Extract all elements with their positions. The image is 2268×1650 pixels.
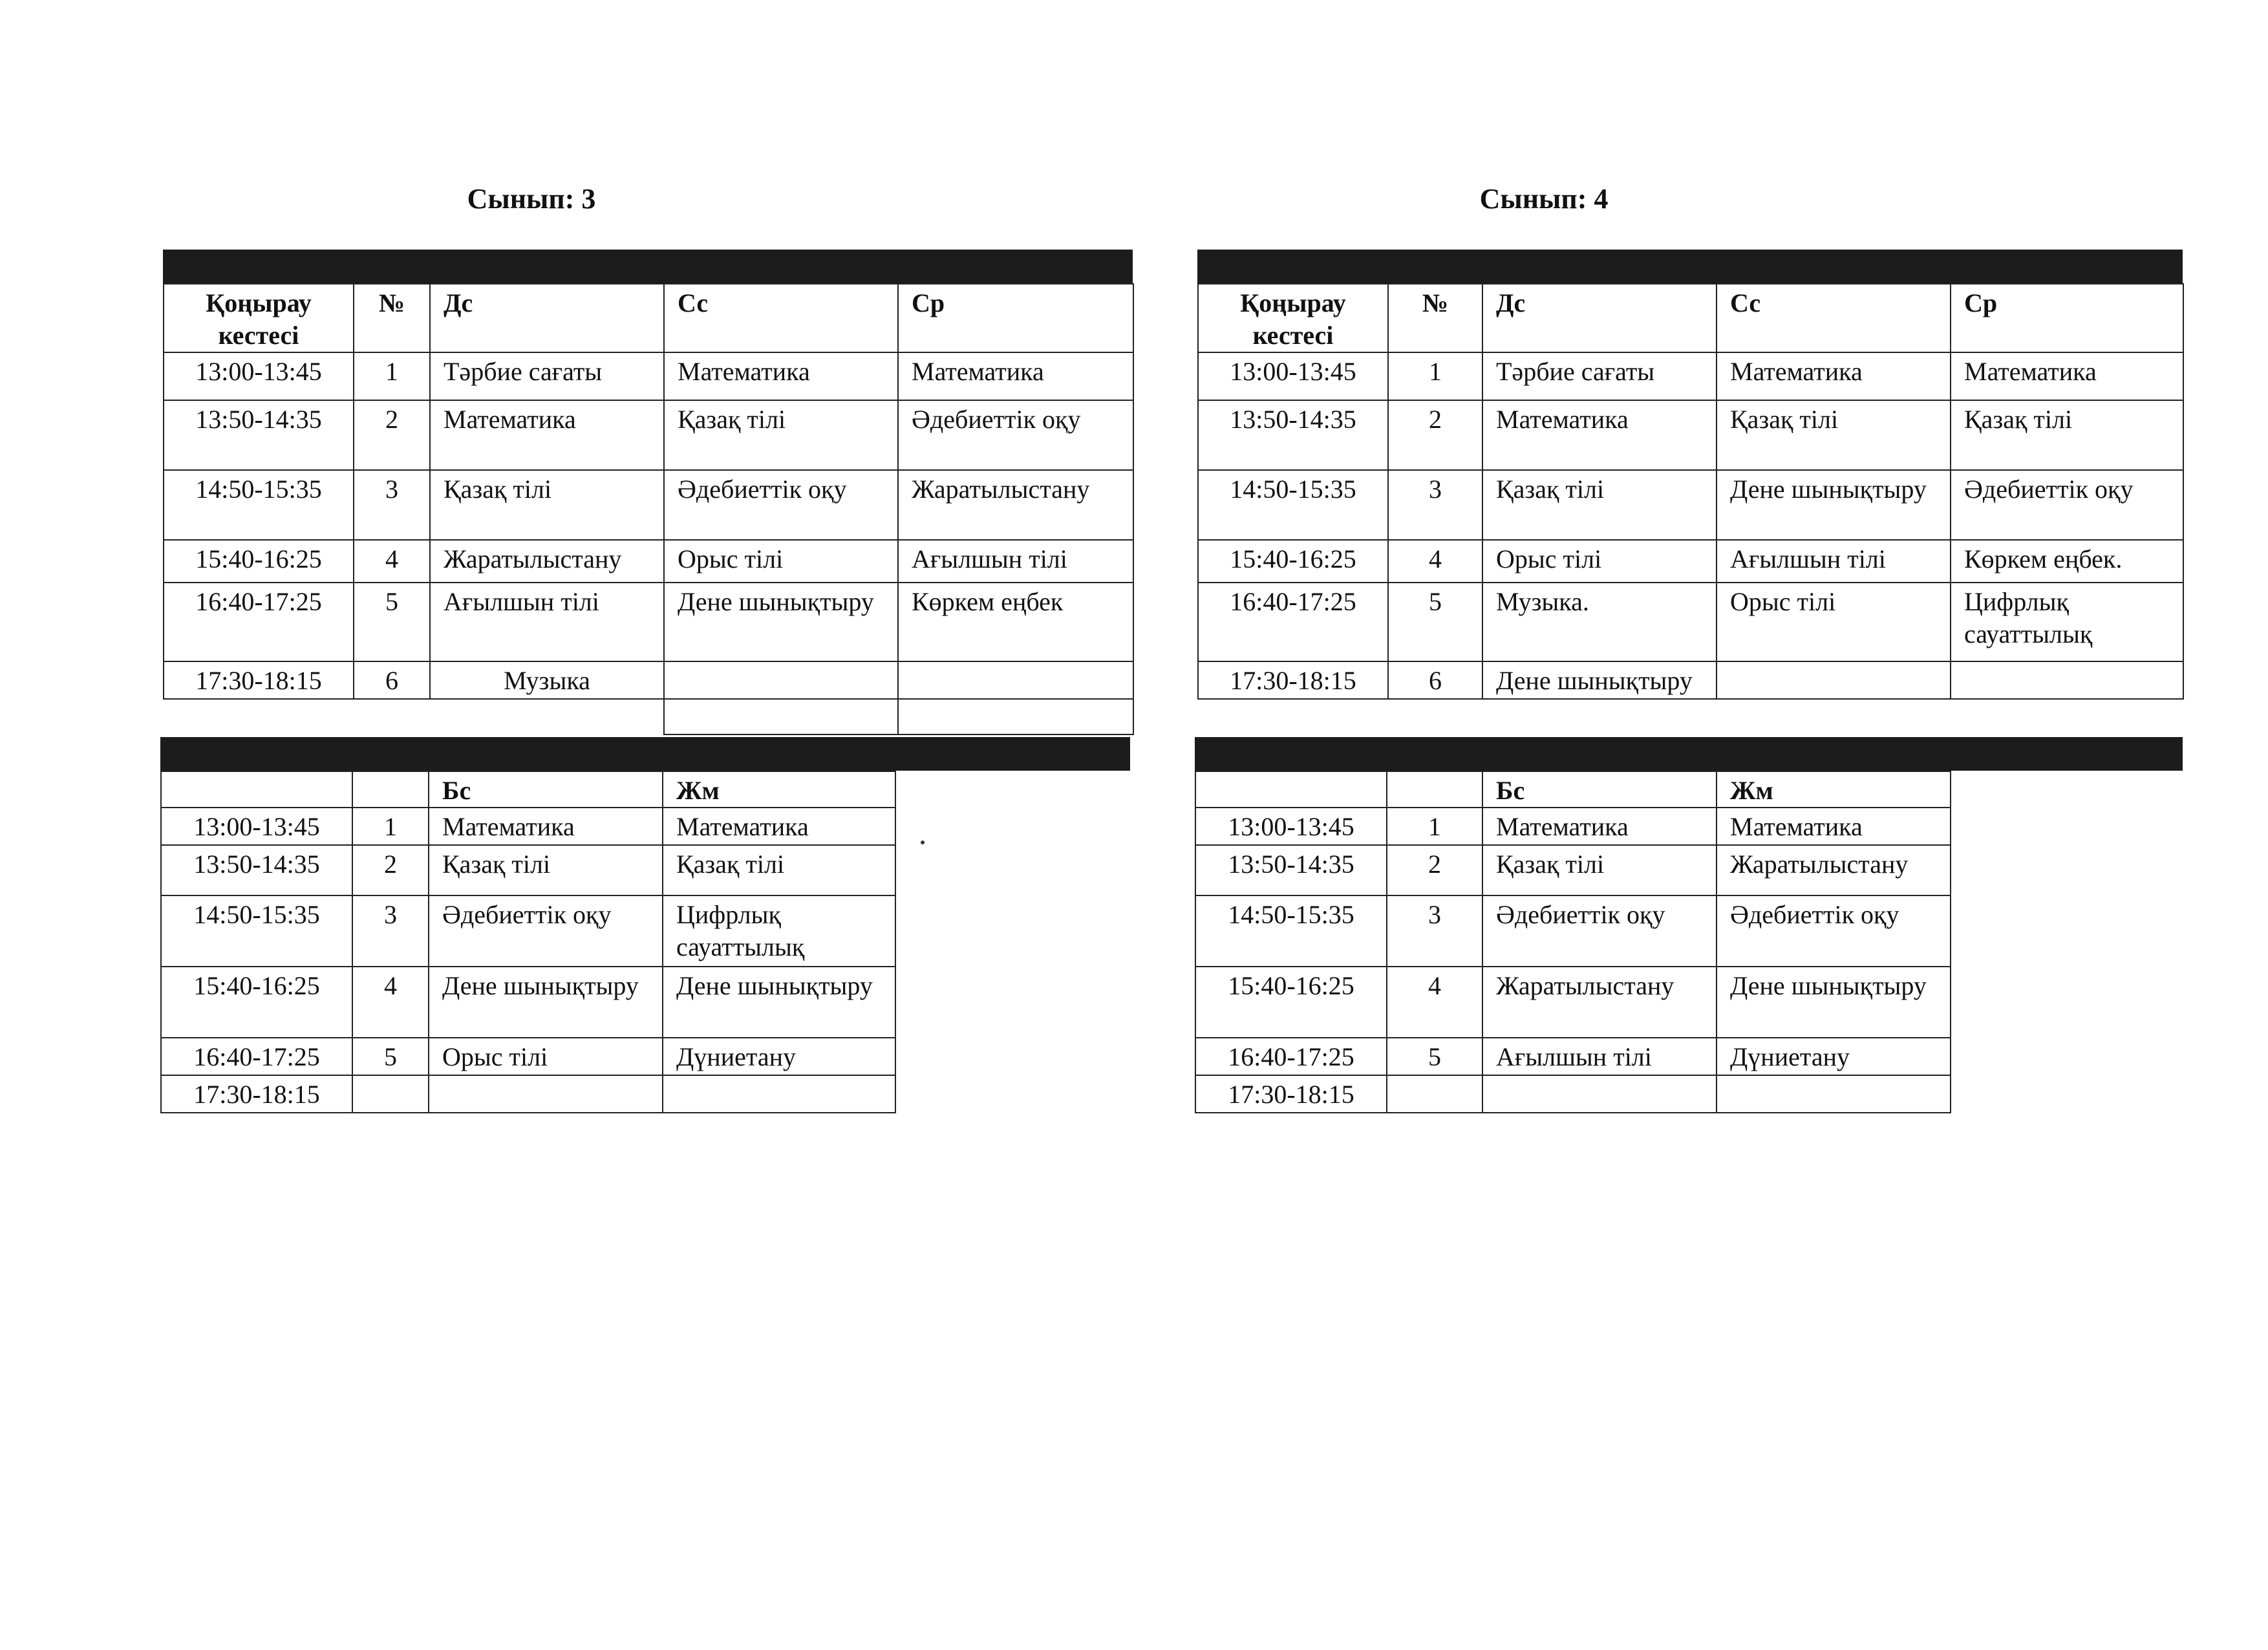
time-cell: 17:30-18:15 [164,661,354,699]
lesson-cell-tue: Математика [664,352,898,400]
header-row [164,284,1133,352]
table-row [164,352,1133,400]
lesson-cell-wed: Көркем еңбек. [1951,540,2183,583]
empty-header-cell [1387,771,1482,808]
time-cell: 13:00-13:45 [164,352,354,400]
empty-cell [164,699,664,734]
lesson-cell-fri: Дүниетану [1717,1038,1951,1075]
lesson-cell-fri: Дүниетану [663,1038,895,1075]
lesson-cell-thu: Әдебиеттік оқу [1482,895,1717,967]
table-row [1198,583,2183,661]
table-row-empty [164,699,1133,734]
table-header-bar [163,250,1133,283]
header-row [161,771,895,808]
lesson-cell-mon: Жаратылыстану [430,540,664,583]
time-cell: 14:50-15:35 [1195,895,1387,967]
lesson-cell-fri: Жаратылыстану [1717,845,1951,895]
table-row [164,400,1133,470]
lesson-number-cell: 4 [1388,540,1482,583]
lesson-number-cell: 4 [352,967,429,1038]
time-cell: 14:50-15:35 [161,895,352,967]
lesson-cell-mon: Тәрбие сағаты [430,352,664,400]
lesson-cell-wed: Цифрлық сауаттылық [1951,583,2183,661]
day-header: Жм [1717,771,1951,808]
lesson-cell-fri: Әдебиеттік оқу [1717,895,1951,967]
table-row [1195,1075,1951,1113]
time-cell: 16:40-17:25 [1195,1038,1387,1075]
table-header-bar [1197,250,2183,283]
lesson-cell-tue: Орыс тілі [664,540,898,583]
day-header: Жм [663,771,895,808]
day-header: Бс [429,771,663,808]
lesson-cell-wed: Математика [898,352,1133,400]
time-cell: 13:50-14:35 [1198,400,1388,470]
header-row [1195,771,1951,808]
class-3-schedule-mon-wed [163,250,1134,735]
lesson-cell-fri [663,1075,895,1113]
class-3-table-mon-wed [163,283,1134,735]
lesson-number-cell: 5 [1388,583,1482,661]
lesson-number-cell [1387,1075,1482,1113]
lesson-cell-thu: Қазақ тілі [429,845,663,895]
lesson-number-cell: 4 [1387,967,1482,1038]
lesson-cell-thu [429,1075,663,1113]
time-cell: 14:50-15:35 [1198,470,1388,540]
table-row [161,845,895,895]
lesson-number-cell: 2 [1388,400,1482,470]
lesson-cell-wed: Көркем еңбек [898,583,1133,661]
table-header-bar [1195,737,2183,771]
class-4-title: Сынып: 4 [1479,183,1609,215]
lesson-cell-thu: Математика [1482,808,1717,845]
lesson-cell-tue: Дене шынықтыру [664,583,898,661]
lesson-cell-tue: Орыс тілі [1717,583,1951,661]
bell-schedule-header: Қоңырау кестесі [1198,284,1388,352]
lesson-cell-mon: Музыка [430,661,664,699]
time-cell: 17:30-18:15 [1198,661,1388,699]
lesson-number-cell: 1 [1387,808,1482,845]
time-cell: 15:40-16:25 [161,967,352,1038]
lesson-cell-fri [1717,1075,1951,1113]
table-row [1195,967,1951,1038]
lesson-cell-thu: Орыс тілі [429,1038,663,1075]
day-header: Ср [1951,284,2183,352]
lesson-cell-mon: Қазақ тілі [1482,470,1717,540]
lesson-cell-thu: Ағылшын тілі [1482,1038,1717,1075]
bell-schedule-header: Қоңырау кестесі [164,284,354,352]
day-header: Сс [664,284,898,352]
lesson-cell-wed: Ағылшын тілі [898,540,1133,583]
table-row [1198,352,2183,400]
class-3-table-thu-fri [160,771,896,1113]
empty-header-cell [352,771,429,808]
lesson-cell-mon: Ағылшын тілі [430,583,664,661]
lesson-number-cell: 2 [354,400,430,470]
lesson-number-cell: 5 [1387,1038,1482,1075]
table-row [1195,1038,1951,1075]
table-row [164,583,1133,661]
time-cell: 16:40-17:25 [161,1038,352,1075]
table-row [161,967,895,1038]
time-cell: 17:30-18:15 [1195,1075,1387,1113]
lesson-cell-fri: Дене шынықтыру [1717,967,1951,1038]
class-4-table-mon-wed [1197,283,2184,700]
empty-header-cell [1195,771,1387,808]
lesson-cell-fri: Дене шынықтыру [663,967,895,1038]
lesson-number-cell: 6 [1388,661,1482,699]
time-cell: 14:50-15:35 [164,470,354,540]
table-row [1198,540,2183,583]
lesson-cell-wed: Қазақ тілі [1951,400,2183,470]
day-header: Бс [1482,771,1717,808]
lesson-cell-wed: Әдебиеттік оқу [898,400,1133,470]
lesson-cell-thu: Әдебиеттік оқу [429,895,663,967]
number-header: № [1388,284,1482,352]
day-header: Дс [430,284,664,352]
lesson-cell-wed: Жаратылыстану [898,470,1133,540]
time-cell: 13:50-14:35 [1195,845,1387,895]
day-header: Сс [1717,284,1951,352]
lesson-cell-mon: Математика [1482,400,1717,470]
lesson-cell-mon: Тәрбие сағаты [1482,352,1717,400]
class-4-schedule-mon-wed [1197,250,2184,700]
scan-speck [921,841,925,844]
lesson-number-cell [352,1075,429,1113]
lesson-number-cell: 3 [354,470,430,540]
lesson-number-cell: 5 [352,1038,429,1075]
lesson-cell-thu: Жаратылыстану [1482,967,1717,1038]
time-cell: 13:00-13:45 [161,808,352,845]
lesson-number-cell: 4 [354,540,430,583]
time-cell: 15:40-16:25 [1195,967,1387,1038]
table-row [1195,895,1951,967]
lesson-cell-tue: Қазақ тілі [664,400,898,470]
table-row [164,540,1133,583]
lesson-cell-tue [1717,661,1951,699]
lesson-cell-thu [1482,1075,1717,1113]
lesson-number-cell: 5 [354,583,430,661]
table-row [164,470,1133,540]
lesson-cell-mon: Дене шынықтыру [1482,661,1717,699]
table-row [1195,845,1951,895]
lesson-cell-tue: Әдебиеттік оқу [664,470,898,540]
lesson-number-cell: 1 [352,808,429,845]
table-row [164,661,1133,699]
lesson-cell-mon: Қазақ тілі [430,470,664,540]
header-row [1198,284,2183,352]
number-header: № [354,284,430,352]
empty-cell [664,699,898,734]
table-row [1198,470,2183,540]
time-cell: 15:40-16:25 [1198,540,1388,583]
lesson-cell-wed: Математика [1951,352,2183,400]
lesson-number-cell: 3 [352,895,429,967]
lesson-cell-wed [1951,661,2183,699]
table-header-bar [160,737,1130,771]
table-row [1198,400,2183,470]
empty-cell [898,699,1133,734]
lesson-cell-mon: Орыс тілі [1482,540,1717,583]
class-3-title: Сынып: 3 [467,183,596,215]
day-header: Дс [1482,284,1717,352]
lesson-number-cell: 3 [1387,895,1482,967]
lesson-cell-tue: Қазақ тілі [1717,400,1951,470]
lesson-cell-thu: Қазақ тілі [1482,845,1717,895]
lesson-cell-wed: Әдебиеттік оқу [1951,470,2183,540]
class-4-schedule-thu-fri [1195,737,2183,1113]
time-cell: 13:00-13:45 [1195,808,1387,845]
lesson-cell-tue: Дене шынықтыру [1717,470,1951,540]
lesson-cell-fri: Цифрлық сауаттылық [663,895,895,967]
empty-header-cell [161,771,352,808]
time-cell: 15:40-16:25 [164,540,354,583]
lesson-cell-tue [664,661,898,699]
lesson-cell-fri: Қазақ тілі [663,845,895,895]
time-cell: 13:00-13:45 [1198,352,1388,400]
table-row [161,895,895,967]
class-3-schedule-thu-fri [160,737,1130,1113]
day-header: Ср [898,284,1133,352]
lesson-number-cell: 1 [1388,352,1482,400]
lesson-cell-thu: Математика [429,808,663,845]
lesson-number-cell: 2 [352,845,429,895]
lesson-number-cell: 2 [1387,845,1482,895]
lesson-number-cell: 3 [1388,470,1482,540]
table-row [161,808,895,845]
lesson-cell-tue: Ағылшын тілі [1717,540,1951,583]
time-cell: 17:30-18:15 [161,1075,352,1113]
lesson-cell-fri: Математика [1717,808,1951,845]
time-cell: 13:50-14:35 [161,845,352,895]
lesson-number-cell: 1 [354,352,430,400]
lesson-cell-mon: Математика [430,400,664,470]
time-cell: 16:40-17:25 [1198,583,1388,661]
time-cell: 16:40-17:25 [164,583,354,661]
table-row [161,1038,895,1075]
lesson-cell-mon: Музыка. [1482,583,1717,661]
table-row [1195,808,1951,845]
time-cell: 13:50-14:35 [164,400,354,470]
lesson-cell-tue: Математика [1717,352,1951,400]
table-row [1198,661,2183,699]
lesson-number-cell: 6 [354,661,430,699]
class-4-table-thu-fri [1195,771,1951,1113]
lesson-cell-fri: Математика [663,808,895,845]
table-row [161,1075,895,1113]
lesson-cell-thu: Дене шынықтыру [429,967,663,1038]
lesson-cell-wed [898,661,1133,699]
